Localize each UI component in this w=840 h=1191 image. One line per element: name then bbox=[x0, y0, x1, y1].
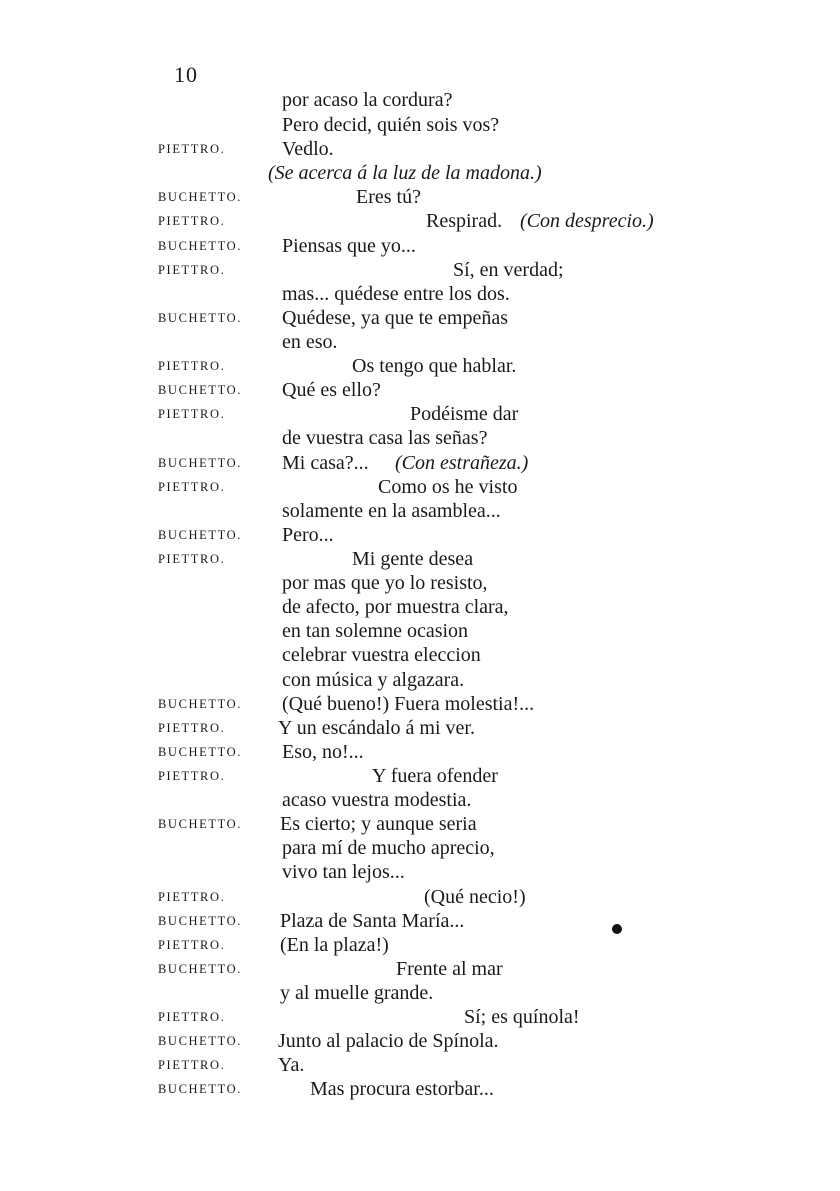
verse-text: Quédese, ya que te empeñas bbox=[282, 307, 509, 329]
verse-line bbox=[0, 885, 840, 909]
verse-text: Como os he visto bbox=[378, 476, 518, 498]
verse-line bbox=[0, 836, 840, 860]
speaker-name: BUCHETTO. bbox=[158, 456, 242, 470]
verse-line bbox=[0, 909, 840, 933]
verse-line bbox=[0, 1077, 840, 1101]
speaker-name: PIETTRO. bbox=[158, 1058, 226, 1072]
verse-text: (Qué necio!) bbox=[424, 886, 526, 908]
verse-line bbox=[0, 209, 840, 233]
verse-text: Mi casa?... bbox=[282, 452, 369, 474]
verse-text: por mas que yo lo resisto, bbox=[282, 572, 488, 594]
speaker-name: BUCHETTO. bbox=[158, 311, 242, 325]
verse-text: Pero... bbox=[282, 524, 334, 546]
verse-line bbox=[0, 547, 840, 571]
verse-text: con música y algazara. bbox=[282, 669, 465, 691]
verse-text: y al muelle grande. bbox=[280, 982, 434, 1004]
verse-line bbox=[0, 740, 840, 764]
verse-text: para mí de mucho aprecio, bbox=[282, 837, 495, 859]
verse-text: celebrar vuestra eleccion bbox=[282, 644, 481, 666]
verse-line bbox=[0, 595, 840, 619]
speaker-name: BUCHETTO. bbox=[158, 383, 242, 397]
verse-line bbox=[0, 764, 840, 788]
speaker-name: BUCHETTO. bbox=[158, 190, 242, 204]
verse-line bbox=[0, 619, 840, 643]
verse-line bbox=[0, 716, 840, 740]
verse-line bbox=[0, 957, 840, 981]
verse-text: de vuestra casa las señas? bbox=[282, 427, 488, 449]
verse-line bbox=[0, 668, 840, 692]
speaker-name: PIETTRO. bbox=[158, 938, 226, 952]
verse-text: de afecto, por muestra clara, bbox=[282, 596, 509, 618]
verse-text: en eso. bbox=[282, 331, 338, 353]
verse-line bbox=[0, 1005, 840, 1029]
speaker-name: BUCHETTO. bbox=[158, 239, 242, 253]
verse-text: Mi gente desea bbox=[352, 548, 474, 570]
verse-text: acaso vuestra modestia. bbox=[282, 789, 472, 811]
verse-line bbox=[0, 185, 840, 209]
speaker-name: PIETTRO. bbox=[158, 769, 226, 783]
speaker-name: PIETTRO. bbox=[158, 214, 226, 228]
verse-text: Eso, no!... bbox=[282, 741, 364, 763]
stage-direction: (Con desprecio.) bbox=[520, 210, 654, 232]
verse-text: Plaza de Santa María... bbox=[280, 910, 465, 932]
verse-line bbox=[0, 692, 840, 716]
verse-text: Ya. bbox=[278, 1054, 305, 1076]
verse-line bbox=[0, 933, 840, 957]
verse-line bbox=[0, 402, 840, 426]
verse-line bbox=[0, 1029, 840, 1053]
verse-text: por acaso la cordura? bbox=[282, 89, 453, 111]
verse-text: Piensas que yo... bbox=[282, 235, 416, 257]
verse-line bbox=[0, 523, 840, 547]
speaker-name: PIETTRO. bbox=[158, 480, 226, 494]
verse-text: Sí, en verdad; bbox=[453, 259, 564, 281]
stage-direction: (Con estrañeza.) bbox=[395, 452, 529, 474]
speaker-name: PIETTRO. bbox=[158, 890, 226, 904]
speaker-name: PIETTRO. bbox=[158, 1010, 226, 1024]
speaker-name: PIETTRO. bbox=[158, 407, 226, 421]
speaker-name: PIETTRO. bbox=[158, 263, 226, 277]
verse-text: Os tengo que hablar. bbox=[352, 355, 517, 377]
speaker-name: BUCHETTO. bbox=[158, 1034, 242, 1048]
verse-line bbox=[0, 643, 840, 667]
verse-line bbox=[0, 571, 840, 595]
verse-text: vivo tan lejos... bbox=[282, 861, 405, 883]
verse-line bbox=[0, 378, 840, 402]
page-number: 10 bbox=[174, 62, 198, 87]
verse-line bbox=[0, 282, 840, 306]
speaker-name: BUCHETTO. bbox=[158, 528, 242, 542]
verse-line bbox=[0, 788, 840, 812]
verse-text: Qué es ello? bbox=[282, 379, 381, 401]
verse-line bbox=[0, 234, 840, 258]
verse-line bbox=[0, 426, 840, 450]
verse-text: Y fuera ofender bbox=[372, 765, 498, 787]
verse-text: Vedlo. bbox=[282, 138, 334, 160]
verse-text: Y un escándalo á mi ver. bbox=[278, 717, 475, 739]
verse-line bbox=[0, 812, 840, 836]
speaker-name: BUCHETTO. bbox=[158, 1082, 242, 1096]
stage-direction-line bbox=[0, 161, 840, 185]
verse-line bbox=[0, 306, 840, 330]
verse-text: Respirad. bbox=[426, 210, 503, 232]
speaker-name: PIETTRO. bbox=[158, 721, 226, 735]
verse-line bbox=[0, 451, 840, 475]
speaker-name: BUCHETTO. bbox=[158, 817, 242, 831]
verse-text: solamente en la asamblea... bbox=[282, 500, 501, 522]
verse-text: Frente al mar bbox=[396, 958, 503, 980]
speaker-name: PIETTRO. bbox=[158, 142, 226, 156]
speaker-name: BUCHETTO. bbox=[158, 697, 242, 711]
verse-line bbox=[0, 113, 840, 137]
verse-text: Pero decid, quién sois vos? bbox=[282, 114, 500, 136]
verse-line bbox=[0, 330, 840, 354]
speaker-name: PIETTRO. bbox=[158, 552, 226, 566]
verse-text: Podéisme dar bbox=[410, 403, 519, 425]
verse-line bbox=[0, 499, 840, 523]
verse-line bbox=[0, 354, 840, 378]
verse-text: Mas procura estorbar... bbox=[310, 1078, 494, 1100]
verse-text: (Qué bueno!) Fuera molestia!... bbox=[282, 693, 535, 715]
verse-line bbox=[0, 258, 840, 282]
ink-blot-mark bbox=[612, 924, 622, 934]
verse-line bbox=[0, 475, 840, 499]
speaker-name: PIETTRO. bbox=[158, 359, 226, 373]
verse-line bbox=[0, 860, 840, 884]
verse-text: (En la plaza!) bbox=[280, 934, 389, 956]
verse-text: Sí; es quínola! bbox=[464, 1006, 580, 1028]
verse-text: Junto al palacio de Spínola. bbox=[278, 1030, 499, 1052]
verse-text: en tan solemne ocasion bbox=[282, 620, 469, 642]
verse-text: mas... quédese entre los dos. bbox=[282, 283, 510, 305]
speaker-name: BUCHETTO. bbox=[158, 745, 242, 759]
stage-direction: (Se acerca á la luz de la madona.) bbox=[268, 162, 542, 184]
verse-line bbox=[0, 88, 840, 112]
verse-text: Es cierto; y aunque seria bbox=[280, 813, 477, 835]
verse-text: Eres tú? bbox=[356, 186, 421, 208]
verse-line bbox=[0, 1053, 840, 1077]
speaker-name: BUCHETTO. bbox=[158, 914, 242, 928]
speaker-name: BUCHETTO. bbox=[158, 962, 242, 976]
verse-line bbox=[0, 137, 840, 161]
verse-line bbox=[0, 981, 840, 1005]
